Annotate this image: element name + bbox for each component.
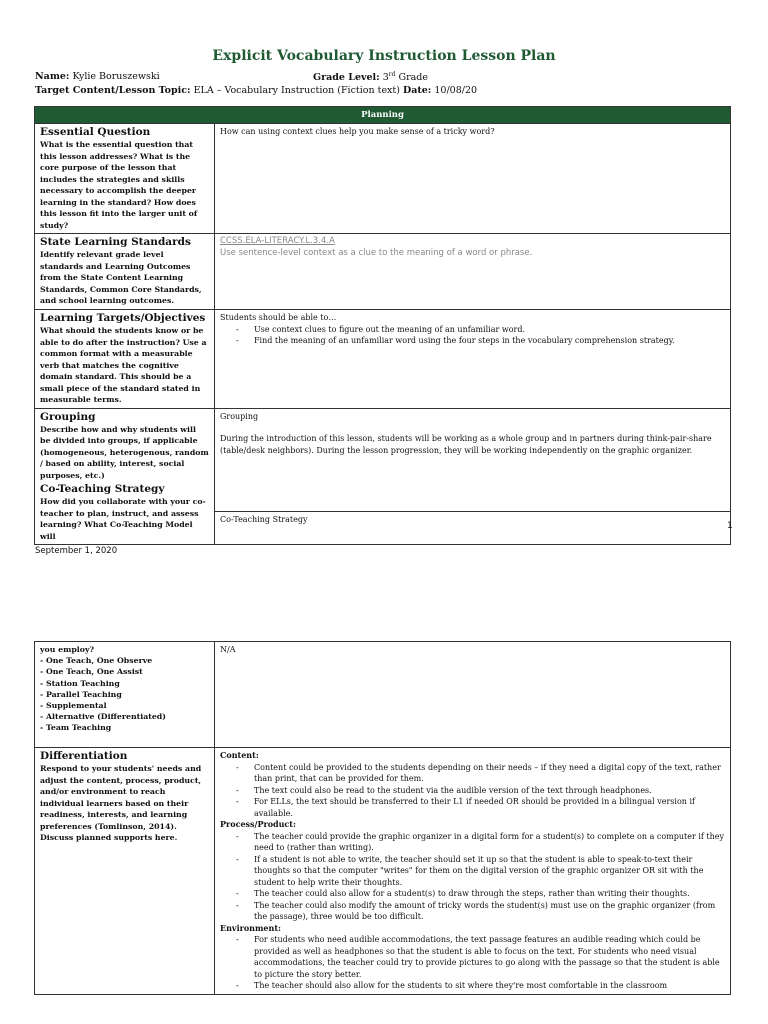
process-label: Process/Product: xyxy=(220,819,296,829)
standards-row xyxy=(35,234,731,310)
essential-question-cell xyxy=(35,124,215,234)
targets-row xyxy=(35,310,731,409)
grade-line xyxy=(313,71,428,83)
coteaching-model: - Station Teaching xyxy=(40,678,120,688)
grade-label: Grade Level: xyxy=(313,72,380,84)
content-list xyxy=(220,762,725,820)
coteaching-model: - Alternative (Differentiated) xyxy=(40,712,166,722)
topic-line xyxy=(35,85,477,96)
targets-answer xyxy=(215,310,731,409)
environment-item: - The teacher should also allow for the students to sit where they're most comfortable in the classroom xyxy=(254,980,725,992)
targets-list xyxy=(220,324,725,347)
topic-value: ELA – Vocabulary Instruction (Fiction text) xyxy=(193,85,400,96)
coteaching-prompt-part1: How did you collaborate with your co-teacher to plan, instruct, and assess learning? What Co-Teaching Model will xyxy=(40,497,206,541)
essential-question-text: How can using context clues help you make sense of a tricky word? xyxy=(220,127,495,136)
standards-answer xyxy=(215,234,731,310)
content-label: Content: xyxy=(220,750,259,760)
process-item: - The teacher could also modify the amount of tricky words the student(s) must use on the graphic organizer (from the passage), three would be too difficult. xyxy=(254,900,725,923)
content-item: - For ELLs, the text should be transferred to their L1 if needed OR should be provided in a bilingual version if available. xyxy=(254,796,725,819)
coteaching-model: - Parallel Teaching xyxy=(40,689,122,699)
targets-intro: Students should be able to… xyxy=(220,313,337,322)
grade-number: 3 xyxy=(382,72,389,84)
coteaching-answer xyxy=(215,642,731,748)
standard-code-link[interactable]: CCSS.ELA-LITERACY.L.3.4.A xyxy=(220,236,335,246)
standards-prompt: Identify relevant grade level standards and Learning Outcomes from the State Content Learning Standards, Common Core Standards, and school learning outcomes. xyxy=(40,250,202,305)
standards-cell xyxy=(35,234,215,310)
differentiation-cell xyxy=(35,748,215,995)
content-item: - Content could be provided to the students depending on their needs – if they need a digital copy of the text, rather than print, that can be provided for them. xyxy=(254,762,725,785)
essential-question-title: Essential Question xyxy=(40,126,151,138)
document-title: Explicit Vocabulary Instruction Lesson Plan xyxy=(212,48,556,64)
coteaching-model: - One Teach, One Observe xyxy=(40,656,153,666)
differentiation-prompt: Respond to your students' needs and adjust the content, process, product, and/or environment to reach individual learners based on their readiness, interests, and learning preferences (Tomlinson, 2014). Discuss planned supports here. xyxy=(40,764,202,842)
coteaching-model: - Supplemental xyxy=(40,701,107,711)
grouping-row xyxy=(35,408,731,512)
grouping-cell xyxy=(35,408,215,545)
grouping-title: Grouping xyxy=(40,410,96,423)
name-line xyxy=(35,71,160,82)
environment-list xyxy=(220,934,725,992)
target-item: - Find the meaning of an unfamiliar word using the four steps in the vocabulary comprehension strategy. xyxy=(254,335,725,347)
footer-date: September 1, 2020 xyxy=(35,546,118,556)
date-value: 10/08/20 xyxy=(434,85,478,96)
name-value: Kylie Boruszewski xyxy=(72,71,160,82)
coteaching-prompt-part2: you employ? xyxy=(40,645,95,654)
process-item: - The teacher could also allow for a student(s) to draw through the steps, rather than writing their thoughts. xyxy=(254,888,725,900)
coteaching-model: - Team Teaching xyxy=(40,723,112,733)
coteaching-model: - One Teach, One Assist xyxy=(40,667,143,677)
coteaching-label: Co-Teaching Strategy xyxy=(220,515,308,525)
essential-question-row xyxy=(35,124,731,234)
process-list xyxy=(220,831,725,923)
page-number: 1 xyxy=(727,521,733,531)
differentiation-row xyxy=(35,748,731,995)
target-item: - Use context clues to figure out the meaning of an unfamiliar word. xyxy=(254,324,725,336)
grouping-label: Grouping xyxy=(220,411,259,421)
name-label: Name: xyxy=(35,71,70,82)
topic-label: Target Content/Lesson Topic: xyxy=(35,85,191,96)
process-item: - If a student is not able to write, the teacher should set it up so that the student is able to speak-to-text their thoughts so that the computer "writes" for them on the digital version of the graphic organizer OR sit with the student to help write their thoughts. xyxy=(254,854,725,889)
grade-suffix: rd xyxy=(388,71,396,78)
environment-label: Environment: xyxy=(220,922,281,933)
grouping-answer xyxy=(215,408,731,512)
planning-table xyxy=(34,106,731,545)
differentiation-answer xyxy=(215,748,731,995)
coteaching-row xyxy=(35,642,731,748)
targets-prompt: What should the students know or be able to do after the instruction? Use a common format with a measurable verb that matches the cognitive domain standard. This should be a small piece of the standard stated in measurable terms. xyxy=(40,326,207,404)
coteaching-cell xyxy=(35,642,215,748)
targets-cell xyxy=(35,310,215,409)
date-label: Date: xyxy=(402,85,432,96)
coteaching-title: Co-Teaching Strategy xyxy=(40,483,165,495)
grouping-prompt: Describe how and why students will be divided into groups, if applicable (homogeneous, heterogenous, random / based on ability, interest, social purposes, etc.) xyxy=(40,424,209,480)
planning-header: Planning xyxy=(35,107,731,124)
planning-table-continued xyxy=(34,641,731,995)
standards-title: State Learning Standards xyxy=(40,236,191,248)
targets-title: Learning Targets/Objectives xyxy=(40,312,206,324)
grouping-text: During the introduction of this lesson, students will be working as a whole group and in partners during think-pair-share (table/desk neighbors). During the lesson progression, they will be working independently on the graphic organizer. xyxy=(220,434,712,455)
coteaching-answer-top xyxy=(215,512,731,545)
process-item: - The teacher could provide the graphic organizer in a digital form for a student(s) to complete on a computer if they need to (rather than writing). xyxy=(254,831,725,854)
content-item: - The text could also be read to the student via the audible version of the text through headphones. xyxy=(254,785,725,797)
grade-word: Grade xyxy=(398,72,428,84)
essential-question-answer xyxy=(215,124,731,234)
coteaching-text: N/A xyxy=(220,645,236,654)
standard-description: Use sentence-level context as a clue to the meaning of a word or phrase. xyxy=(220,247,533,258)
essential-question-prompt: What is the essential question that this lesson addresses? What is the core purpose of the lesson that includes the strategies and skills necessary to accomplish the deeper learning in the standard? How does this lesson fit into the larger unit of study? xyxy=(40,140,198,230)
differentiation-title: Differentiation xyxy=(40,750,128,762)
environment-item: - For students who need audible accommodations, the text passage features an audible reading which could be provided as well as headphones so that the student is able to focus on the text. For students who need visual accommodations, the teacher could try to provide pictures to go along with the passage so that the student is able to picture the story better. xyxy=(254,934,725,980)
